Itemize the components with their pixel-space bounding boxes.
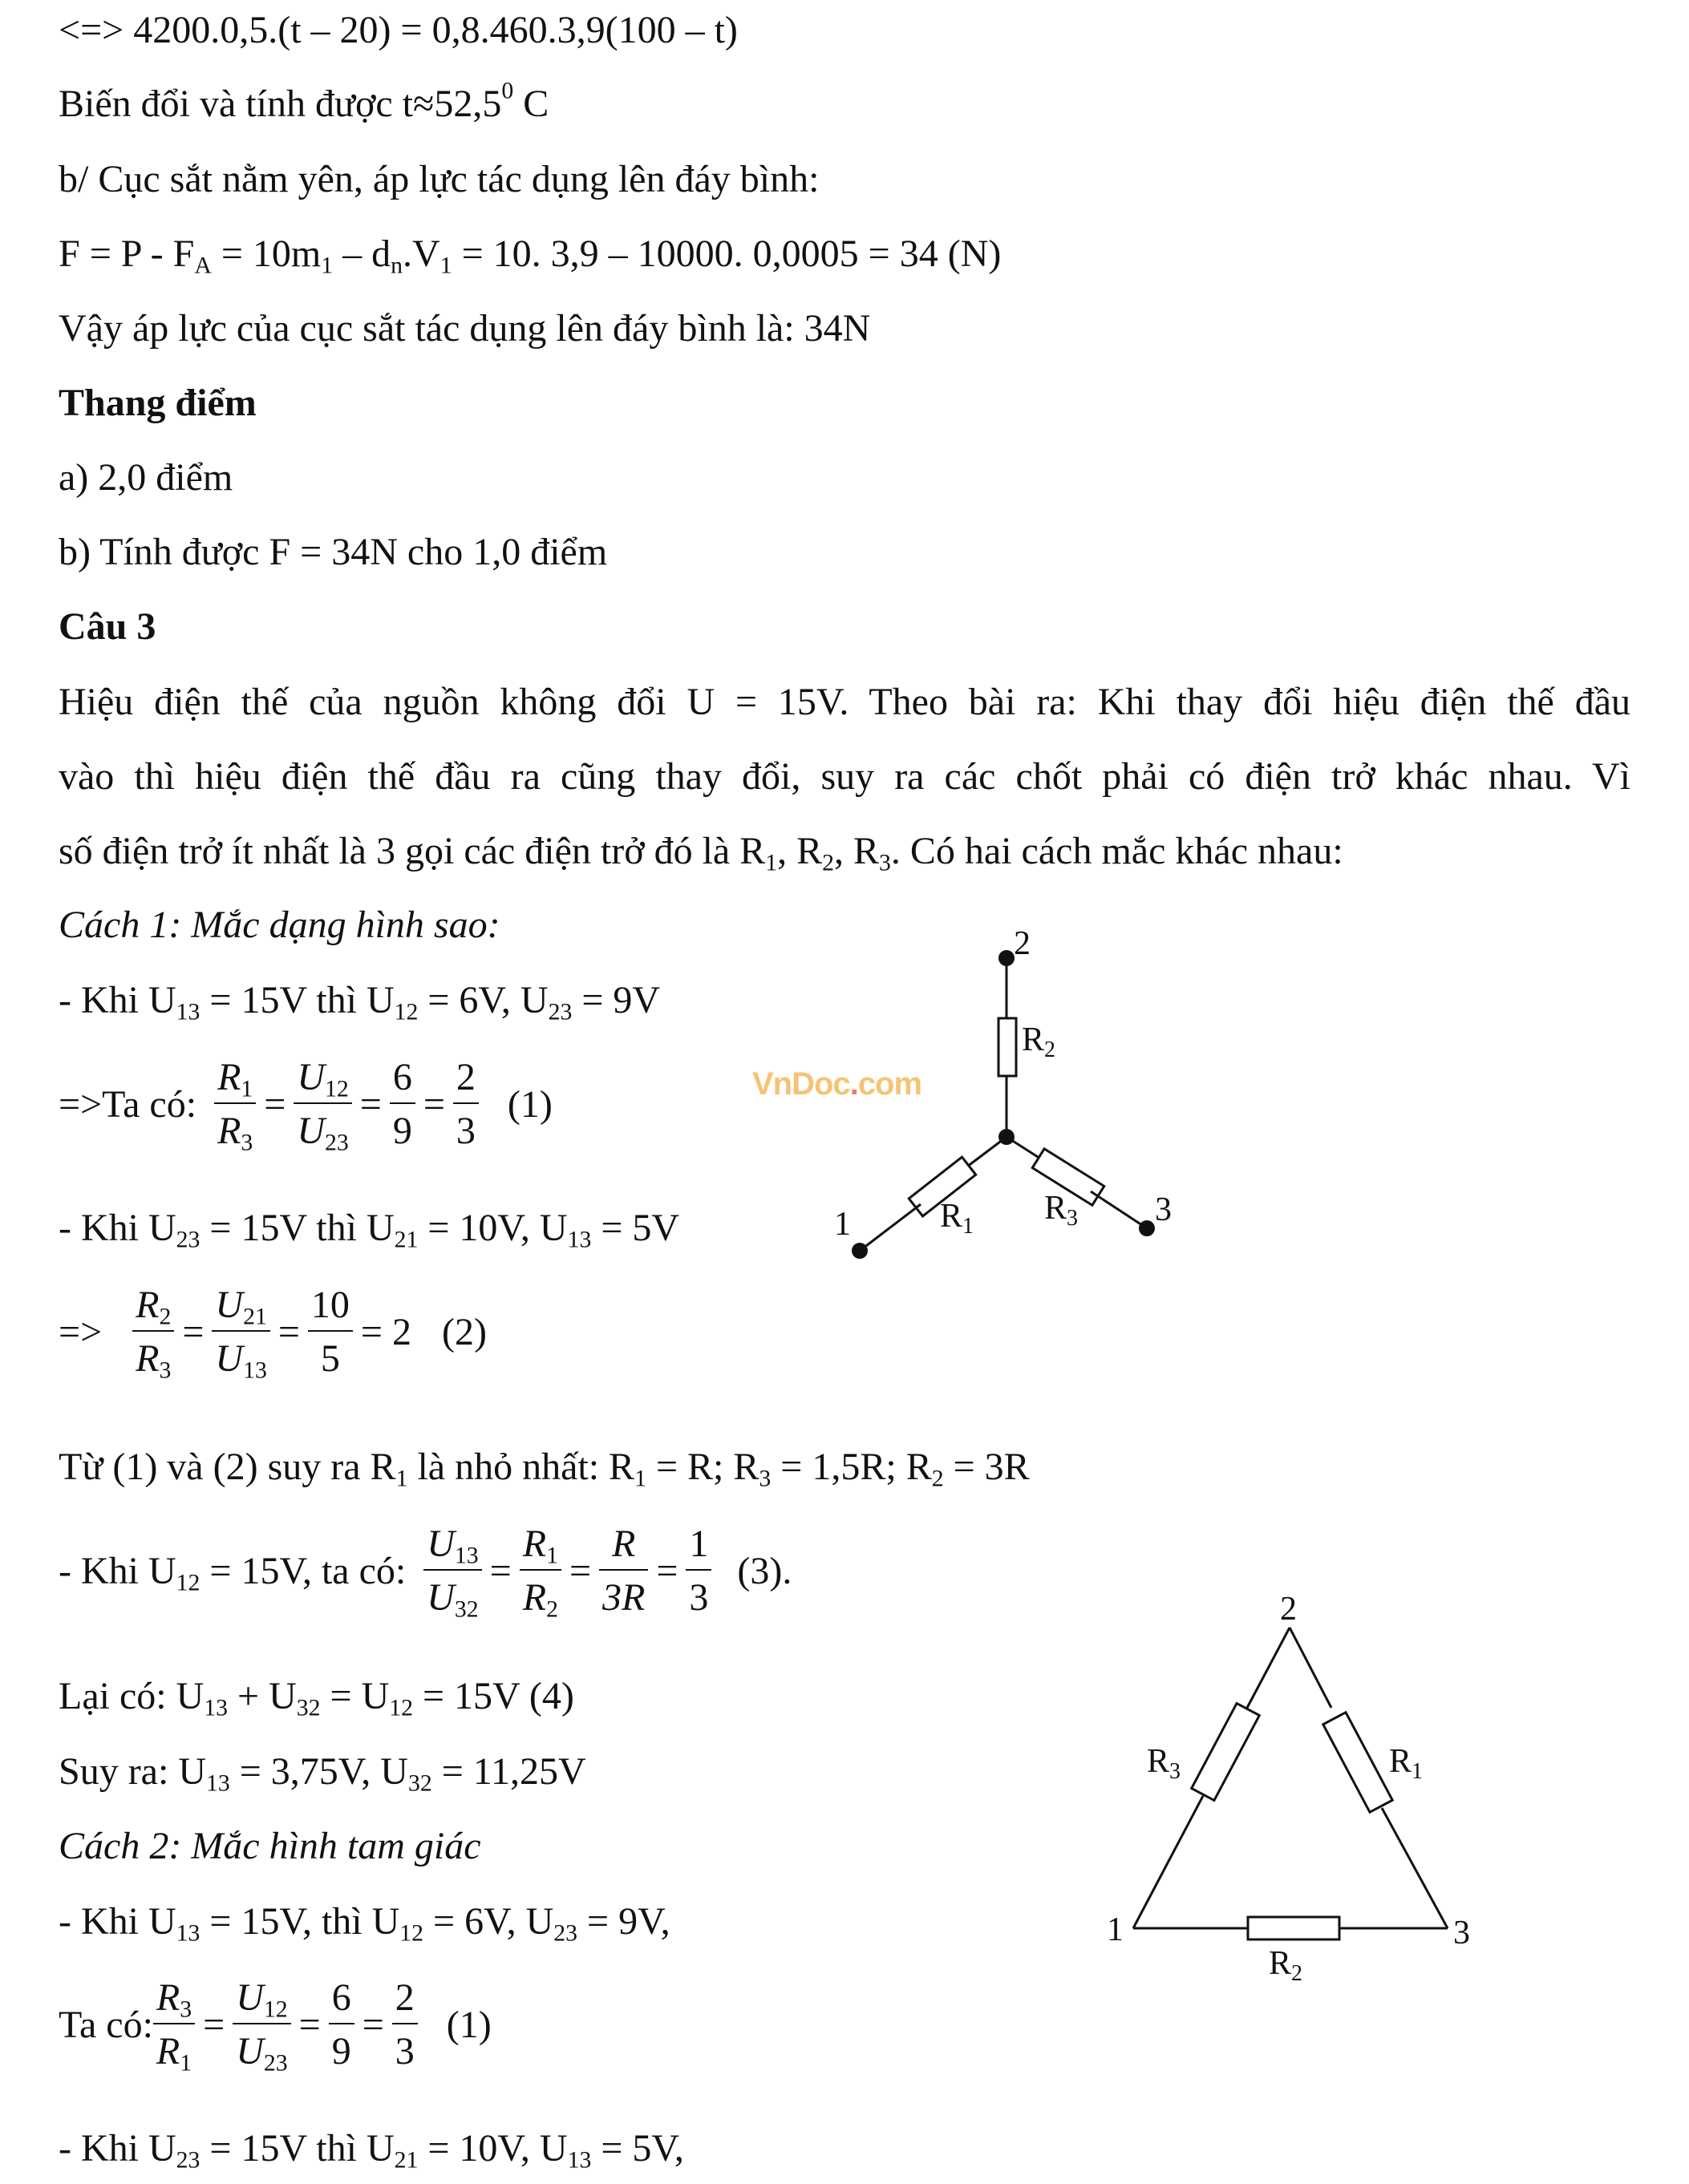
c1-l2-rendered: - Khi $U_{23} = 15V$ thì $U_{21} = 10V$, $U_{13} = 5V$: [59, 1207, 680, 1253]
fraction-u12-u23: $\frac{U_{12}}{U_{23}}$: [294, 1055, 351, 1153]
equation-line-heat-balance: <=> 4200.0,5.(t – 20) = 0,8.460.3,9(100 – t): [59, 9, 738, 51]
tag: (3).: [737, 1549, 792, 1592]
prefix-rendered: - Khi $U_{12} = 15V$, ta có:: [59, 1549, 407, 1596]
tri-label-r1: R1: [1389, 1743, 1424, 1784]
tag: (1): [446, 2003, 492, 2046]
fraction-r1-r3: $\frac{R_1}{R_3}$: [214, 1055, 256, 1153]
tag: (2): [442, 1310, 487, 1353]
fraction-1-3: $\frac{1}{3}$: [686, 1522, 711, 1620]
fraction-2-3: $\frac{2}{3}$: [453, 1055, 479, 1153]
paragraph-row-3: [59, 830, 1343, 876]
c2-l1-rendered: - Khi $U_{13} = 15V$, thì $U_{12} = 6V$, $U_{23} = 9V$,: [59, 1900, 670, 1947]
tri-node-3: 3: [1453, 1915, 1470, 1951]
fraction-6-9: $\frac{6}{9}$: [329, 1976, 354, 2073]
approx-symbol: ≈: [413, 83, 435, 125]
c2-line-1: [59, 1900, 670, 1947]
triangle-circuit-diagram: [1091, 1587, 1508, 2004]
score-a: a) 2,0 điểm: [59, 456, 233, 499]
fraction-10-5: $\frac{10}{5}$: [308, 1283, 353, 1381]
fraction-u12-u23: $\frac{U_{12}}{U_{23}}$: [233, 1976, 290, 2073]
tri-resistor-r2: [1248, 1917, 1339, 1939]
wire-left-top: [1247, 1628, 1290, 1708]
line-conclusion: Vậy áp lực của cục sắt tác dụng lên đáy bình là: 34N: [59, 307, 871, 350]
c1-line-5: [59, 1750, 586, 1797]
star-node-1: 1: [834, 1206, 851, 1243]
tri-resistor-r1: [1323, 1713, 1392, 1813]
fraction-u21-u13: $\frac{U_{21}}{U_{13}}$: [212, 1283, 269, 1381]
prefix: Ta có:: [59, 2003, 153, 2046]
c2-equation-1: Ta có: $\frac{R_3}{R_1}$ = $\frac{U_{12}}{U_{23}}$ = $\frac{6}{9}$ = $\frac{2}{3}$ (1): [59, 1976, 492, 2077]
prefix: =>Ta có:: [59, 1082, 197, 1126]
paragraph-row-2: vào thì hiệu điện thế đầu ra cũng thay đổi, suy ra các chốt phải có điện trở khác nhau. Vì: [59, 755, 1630, 798]
line-result-temperature: [59, 77, 549, 125]
score-b: b) Tính được F = 34N cho 1,0 điểm: [59, 531, 608, 573]
star-label-r1: R1: [940, 1198, 974, 1239]
tri-node-2: 2: [1280, 1591, 1297, 1628]
c1-l1-rendered: - Khi $U_{13} = 15V$ thì $U_{12} = 6V$, $U_{23} = 9V$: [59, 979, 661, 1025]
center-node-dot: [998, 1129, 1015, 1145]
c2-l2-rendered: - Khi $U_{23} = 15V$ thì $U_{21} = 10V$, $U_{13} = 5V$,: [59, 2127, 684, 2174]
tri-label-r3: R3: [1147, 1743, 1181, 1784]
fraction-r-3r: $\frac{R}{3R}$: [599, 1522, 648, 1620]
tri-label-r2: R2: [1269, 1945, 1303, 1986]
c1-line-4: [59, 1675, 574, 1721]
wire-right-lower: [1091, 1191, 1147, 1228]
c1-l3-rendered: Từ (1) và (2) suy ra $R_1$ là nhỏ nhất: $R_1 = R$; $R_3 = 1,5R$; $R_2 = 3R$: [59, 1446, 1030, 1492]
wire-right-top: [1290, 1628, 1331, 1708]
fraction-6-9: $\frac{6}{9}$: [390, 1055, 415, 1153]
c1-equation-1: =>Ta có: $\frac{R_1}{R_3}$ = $\frac{U_{12}}{U_{23}}$ = $\frac{6}{9}$ = $\frac{2}{3}$ (1): [59, 1056, 553, 1156]
prefix: =>: [59, 1310, 103, 1353]
method-2-heading: Cách 2: Mắc hình tam giác: [59, 1825, 481, 1867]
fraction-r2-r3: $\frac{R_2}{R_3}$: [132, 1283, 174, 1381]
tri-node-1: 1: [1107, 1911, 1124, 1948]
star-circuit-diagram: [818, 922, 1235, 1291]
unit: C: [513, 83, 549, 125]
line-part-b-intro: b/ Cục sắt nằm yên, áp lực tác dụng lên đáy bình:: [59, 158, 820, 200]
tri-resistor-r3: [1192, 1704, 1260, 1801]
fraction-u13-u32: $\frac{U_{13}}{U_{32}}$: [423, 1522, 481, 1620]
star-node-2: 2: [1014, 925, 1031, 962]
c1-line-1: [59, 979, 661, 1025]
watermark-vndoc: VnDoc.com: [752, 1066, 922, 1102]
c1-equation-2: => $\frac{R_2}{R_3}$ = $\frac{U_{21}}{U_{13}}$ = $\frac{10}{5}$ = 2 (2): [59, 1284, 487, 1384]
temperature-value: 52,5: [434, 83, 502, 125]
wire-left-bottom: [1133, 1796, 1203, 1928]
force-eq-rendered: $F = P - F_A = 10m_1 - d_n.V_1 = 10$. 3,9 – 10000. 0,0005 = 34 (N): [59, 233, 1002, 279]
c2-line-2: [59, 2127, 684, 2174]
star-label-r2: R2: [1022, 1021, 1056, 1062]
line-force-equation: [59, 233, 1002, 279]
node-3-dot: [1139, 1220, 1155, 1236]
resistor-r3: [1032, 1149, 1104, 1205]
method-1-heading: Cách 1: Mắc dạng hình sao:: [59, 904, 500, 946]
heading-cau-3: Câu 3: [59, 605, 156, 648]
heading-thang-diem: Thang điểm: [59, 382, 257, 424]
node-1-dot: [852, 1243, 868, 1259]
fraction-r1-r2: $\frac{R_1}{R_2}$: [520, 1522, 561, 1620]
c1-line-2: [59, 1207, 680, 1253]
fraction-2-3: $\frac{2}{3}$: [392, 1976, 418, 2073]
star-label-r3: R3: [1044, 1190, 1079, 1231]
paragraph-row-1: Hiệu điện thế của nguồn không đổi U = 15V. Theo bài ra: Khi thay đổi hiệu điện thế đầu: [59, 681, 1630, 723]
c1-line-3: [59, 1446, 1030, 1492]
star-node-3: 3: [1155, 1191, 1172, 1228]
resistor-r2: [998, 1018, 1016, 1076]
fraction-r3-r1: $\frac{R_3}{R_1}$: [153, 1976, 195, 2073]
row3-rendered: số điện trở ít nhất là 3 gọi các điện trở đó là $R_1$, $R_2$, $R_3$. Có hai cách mắc khác nhau:: [59, 830, 1343, 876]
c1-l5-rendered: Suy ra: $U_{13} = 3,75V$, $U_{32} = 11,25V$: [59, 1750, 586, 1797]
node-2-dot: [998, 950, 1015, 966]
c1-equation-3: - Khi $U_{12} = 15V$, ta có: $\frac{U_{13}}{U_{32}}$ = $\frac{R_1}{R_2}$ = $\frac{R}{3R}$ = $\frac{1}{3}$ (3).: [59, 1523, 792, 1623]
c1-l4-rendered: Lại có: $U_{13} + U_{32} = U_{12} = 15V$ (4): [59, 1675, 574, 1721]
wire-left-lower: [860, 1204, 921, 1251]
tag: (1): [507, 1082, 553, 1126]
text: Biến đổi và tính được t: [59, 83, 414, 125]
wire-right-bottom: [1382, 1808, 1448, 1928]
degree-sup: 0: [501, 77, 514, 104]
